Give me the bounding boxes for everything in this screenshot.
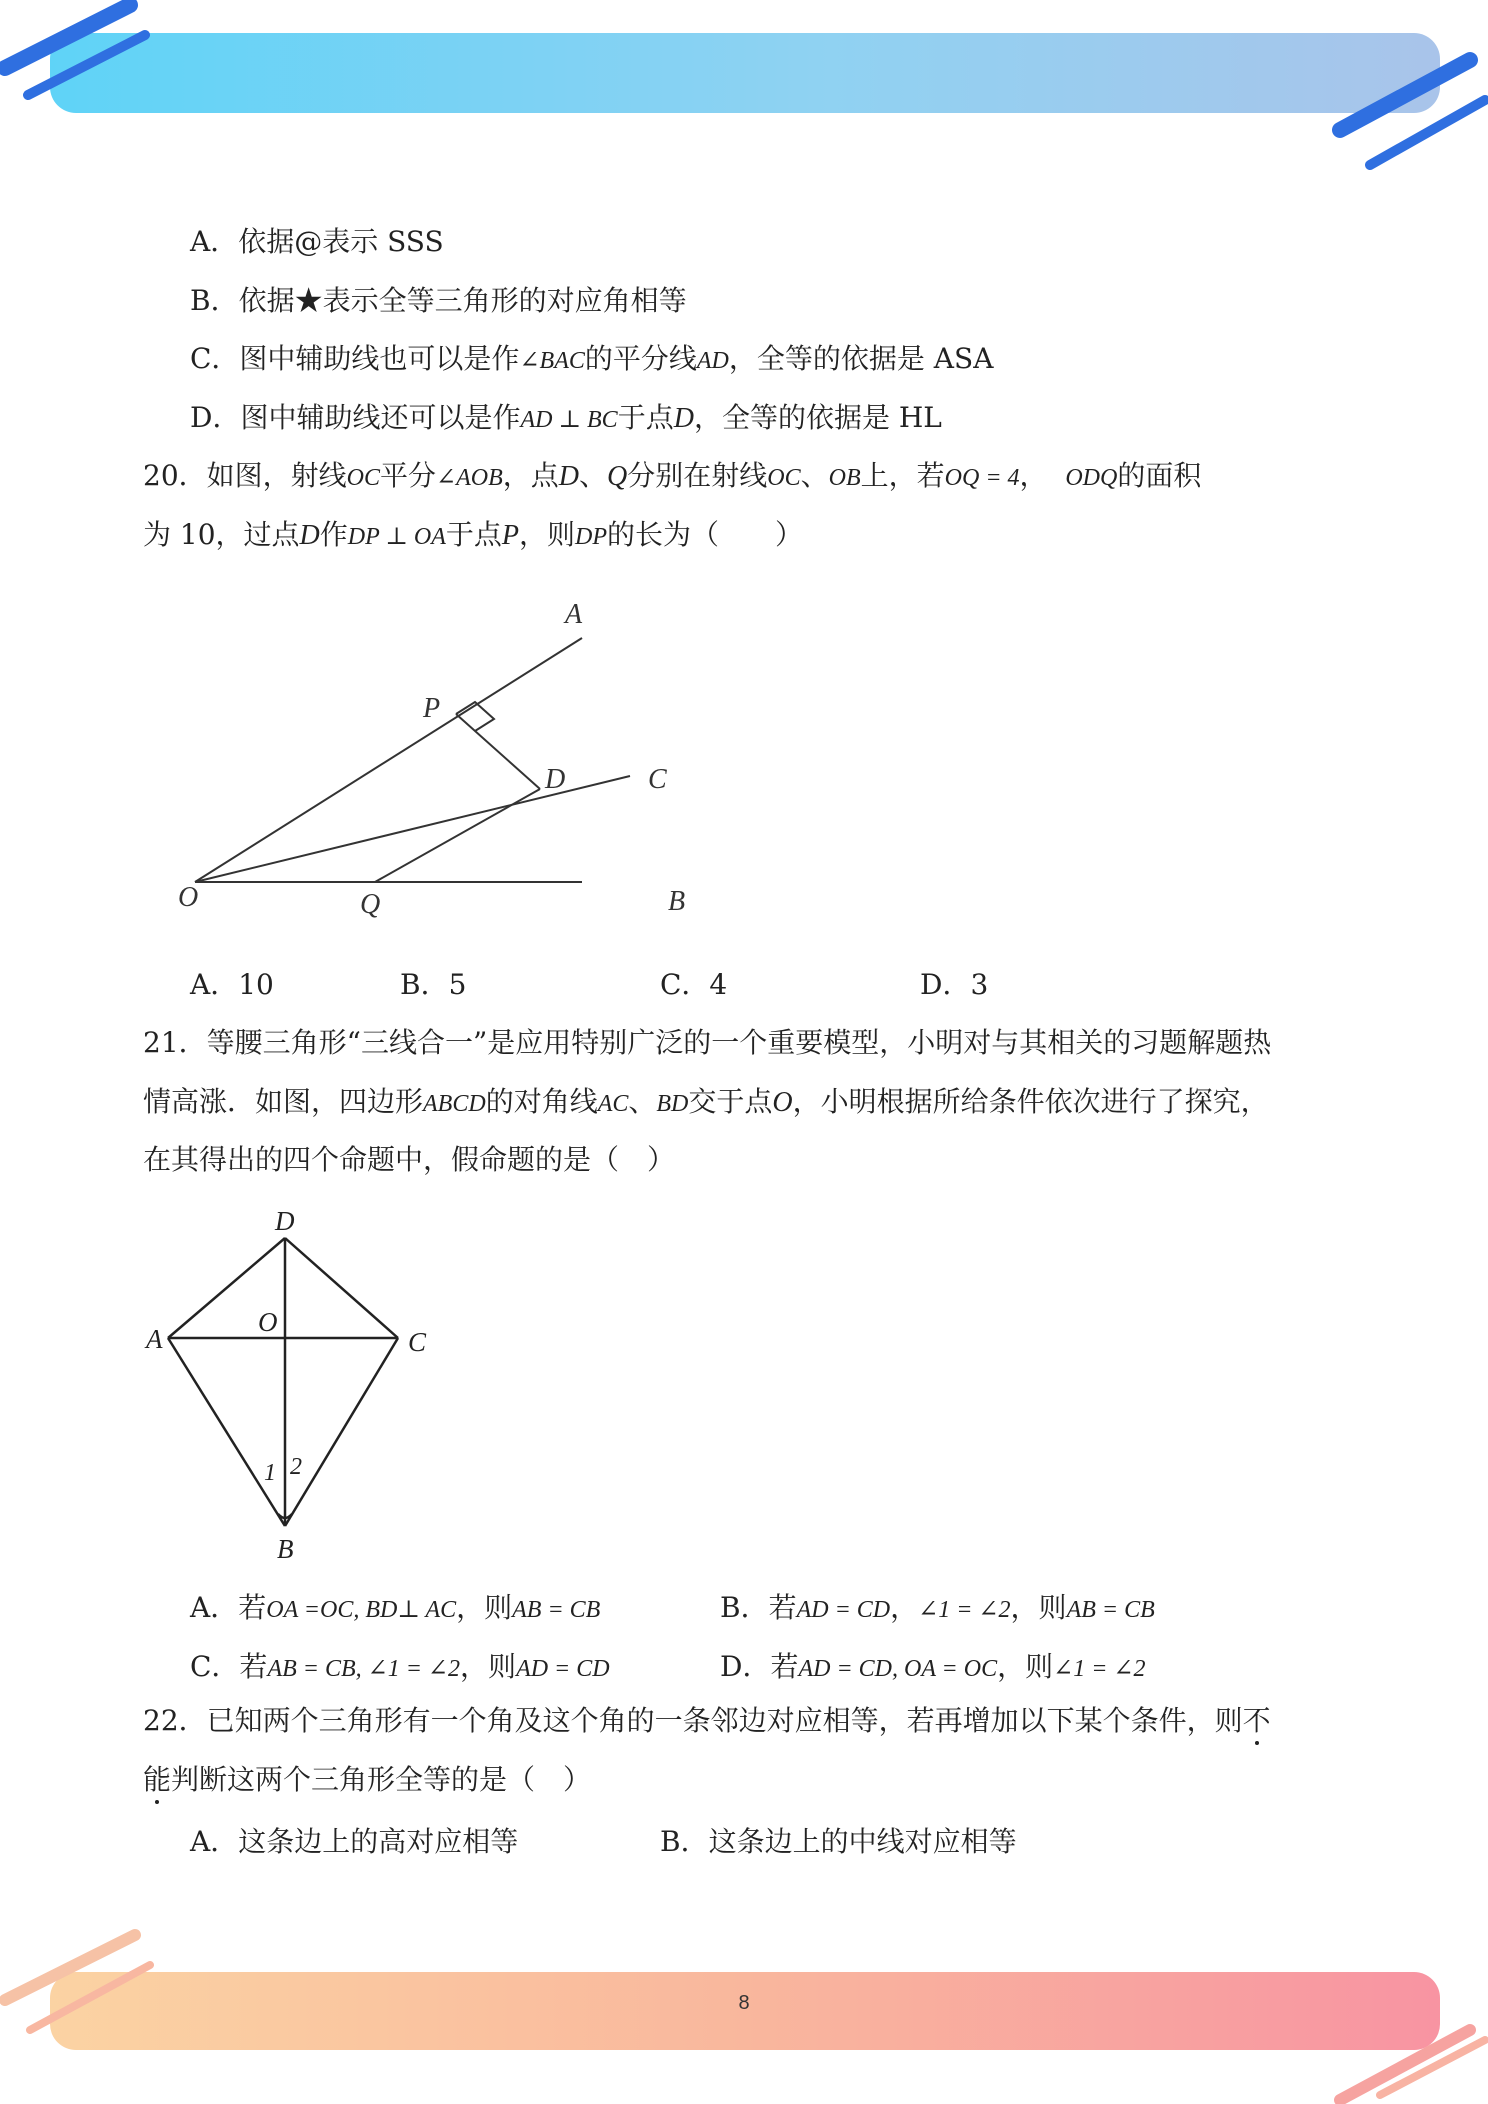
q21-stem-line2: 情高涨．如图，四边形ABCD的对角线AC、BD交于点O，小明根据所给条件依次进行了探究， bbox=[143, 1085, 1269, 1118]
label-angle-1: 1 bbox=[264, 1460, 276, 1486]
q20-option-c: C．4 bbox=[660, 968, 728, 1001]
label-b: B bbox=[277, 1534, 294, 1564]
q22-option-b: B．这条边上的中线对应相等 bbox=[660, 1825, 1017, 1858]
page-number: 8 bbox=[738, 1992, 750, 2014]
q19-option-a: A．依据@表示 SSS bbox=[190, 225, 444, 258]
q21-stem-line1: 21．等腰三角形“三线合一”是应用特别广泛的一个重要模型，小明对与其相关的习题解题热 bbox=[143, 1026, 1272, 1059]
q22-option-a: A．这条边上的高对应相等 bbox=[190, 1825, 519, 1858]
side-cb bbox=[285, 1338, 398, 1526]
label-o: O bbox=[258, 1307, 278, 1337]
q22-stem-line1: 22．已知两个三角形有一个角及这个角的一条邻边对应相等，若再增加以下某个条件，则不 bbox=[143, 1704, 1271, 1737]
q21-figure bbox=[140, 1198, 460, 1568]
q20-option-d: D．3 bbox=[920, 968, 989, 1001]
label-d: D bbox=[275, 1206, 295, 1236]
q20-figure bbox=[140, 590, 720, 930]
segment-qd bbox=[375, 789, 540, 882]
label-q: Q bbox=[360, 889, 381, 920]
q20-stem-line2: 为 10，过点D作DP ⊥ OA于点P，则DP的长为（ ） bbox=[143, 518, 804, 551]
q21-stem-line3: 在其得出的四个命题中，假命题的是（ ） bbox=[143, 1143, 676, 1176]
q20-option-a: A．10 bbox=[190, 968, 274, 1001]
q22-stem-line2: 能判断这两个三角形全等的是（ ） bbox=[143, 1763, 592, 1796]
side-dc bbox=[285, 1238, 398, 1338]
label-b: B bbox=[668, 886, 686, 917]
label-angle-2: 2 bbox=[290, 1454, 302, 1480]
label-c: C bbox=[408, 1327, 427, 1357]
q20-stem-line1: 20．如图，射线OC平分∠AOB，点D、Q分别在射线OC、OB上，若OQ = 4， ODQ的面积 bbox=[143, 459, 1202, 492]
label-a: A bbox=[146, 1324, 163, 1354]
side-ab bbox=[168, 1338, 285, 1526]
q19-option-d: D．图中辅助线还可以是作AD ⊥ BC于点D，全等的依据是 HL bbox=[190, 401, 942, 434]
q21-option-c: C．若AB = CB, ∠1 = ∠2，则AD = CD bbox=[190, 1650, 610, 1683]
q21-option-d: D．若AD = CD, OA = OC，则∠1 = ∠2 bbox=[720, 1650, 1146, 1683]
label-c: C bbox=[648, 764, 667, 795]
ray-oa bbox=[195, 638, 582, 882]
segment-dp bbox=[456, 714, 540, 789]
q19-option-b: B．依据★表示全等三角形的对应角相等 bbox=[190, 284, 687, 317]
q21-option-b: B．若AD = CD，∠1 = ∠2，则AB = CB bbox=[720, 1591, 1155, 1624]
label-o: O bbox=[178, 882, 199, 913]
label-d: D bbox=[545, 764, 566, 795]
q19-option-c: C．图中辅助线也可以是作∠BAC的平分线AD，全等的依据是 ASA bbox=[190, 342, 994, 375]
label-p: P bbox=[423, 693, 441, 724]
label-a: A bbox=[565, 599, 583, 630]
q21-option-a: A．若OA =OC, BD⊥ AC，则AB = CB bbox=[190, 1591, 601, 1624]
q20-option-b: B．5 bbox=[400, 968, 467, 1001]
